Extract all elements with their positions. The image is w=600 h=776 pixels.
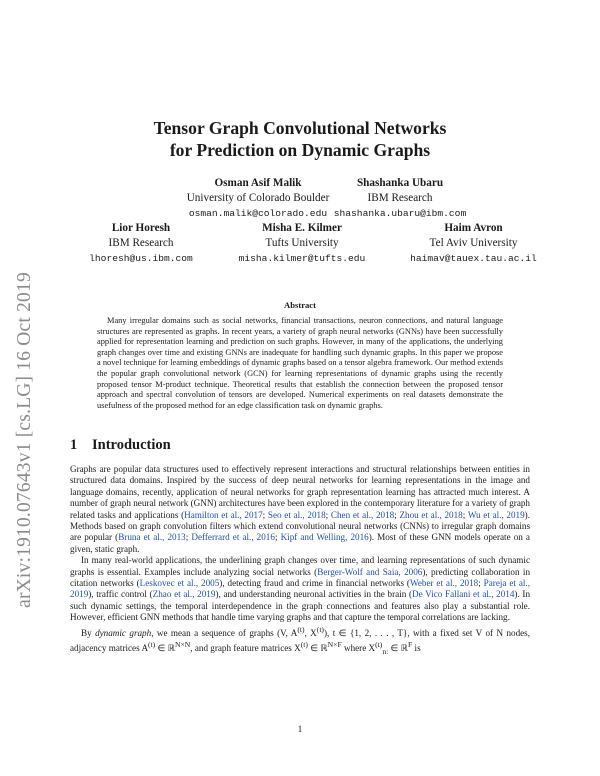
- text-run: ), detecting fraud and crime in financial networks (: [219, 578, 410, 589]
- text-run: ), and understanding neuronal activities in the brain (: [215, 589, 412, 600]
- author-name: Lior Horesh: [111, 222, 171, 234]
- author-block: [300, 176, 500, 221]
- author-block: [222, 221, 382, 266]
- author-affiliation: University of Colorado Boulder: [186, 192, 330, 204]
- text-run: ), t ∈ {1, 2, . . . , T}, with a fixed set V of N nodes, adjacency matrices A: [70, 627, 531, 654]
- author-block: [386, 221, 561, 266]
- citation-link[interactable]: Defferrard et al., 2016: [191, 532, 275, 543]
- citation-link[interactable]: Leskovec et al., 2005: [139, 578, 220, 589]
- citation-link[interactable]: Bruna et al., 2013: [118, 532, 186, 543]
- citation-link[interactable]: Hamilton et al., 2017: [184, 509, 263, 520]
- paper-title-line-2: for Prediction on Dynamic Graphs: [169, 140, 431, 160]
- author-email: misha.kilmer@tufts.edu: [238, 253, 366, 264]
- text-run: ;: [185, 532, 192, 543]
- text-run: Graphs are popular data structures used to effectively represent interactions and structural relationships between entities in structured data domains. Inspired by the success of deep neural networks for learning representations in the image and language domains, recently, application of neural networks for graph representation learning has attracted much interest. A number of graph neural network (GNN) architectures have been explored in the contemporary literature for a variety of graph related tasks and applications (: [70, 464, 530, 520]
- paragraph-2: [70, 555, 530, 623]
- text-run: ;: [462, 509, 468, 520]
- citation-link[interactable]: De Vico Fallani et al., 2014: [412, 589, 515, 600]
- abstract-heading: Abstract: [284, 300, 316, 310]
- author-affiliation: IBM Research: [108, 237, 174, 249]
- author-name: Misha E. Kilmer: [262, 222, 342, 234]
- text-run: is: [412, 643, 421, 654]
- paper-title: [0, 117, 600, 161]
- text-run: ∈ ℝ: [388, 643, 409, 654]
- author-affiliation: Tel Aviv University: [429, 237, 518, 249]
- citation-link[interactable]: Pareja et al., 2019: [70, 578, 530, 600]
- paper-title-line-1: Tensor Graph Convolutional Networks: [153, 118, 447, 138]
- author-block: [66, 221, 216, 266]
- math-superscript: (t): [375, 640, 383, 650]
- math-subscript: n:: [382, 647, 389, 657]
- text-run: , we mean a sequence of graphs (V, A: [151, 627, 298, 638]
- citation-link[interactable]: Chen et al., 2018: [330, 509, 395, 520]
- text-run: ∈ ℝ: [307, 643, 328, 654]
- math-superscript: N×F: [327, 640, 342, 650]
- author-name: Osman Asif Malik: [214, 177, 302, 189]
- arxiv-identifier-text: arXiv:1910.07643v1 [cs.LG] 16 Oct 2019: [14, 272, 35, 608]
- introduction-body: [70, 464, 530, 657]
- section-heading: [70, 437, 171, 454]
- author-name: Shashanka Ubaru: [356, 177, 444, 189]
- text-run: , X: [304, 627, 317, 638]
- text-run: ∈ ℝ: [155, 643, 175, 654]
- section-number: 1: [70, 437, 78, 453]
- author-email: haimav@tauex.tau.ac.il: [410, 253, 537, 264]
- math-superscript: (t): [316, 624, 324, 634]
- text-run: , and graph feature matrices X: [190, 643, 301, 654]
- math-superscript: F: [408, 640, 413, 650]
- text-run: By: [81, 627, 96, 638]
- author-email: lhoresh@us.ibm.com: [89, 253, 193, 264]
- author-email: shashanka.ubaru@ibm.com: [333, 208, 467, 219]
- abstract-text: Many irregular domains such as social networks, financial transactions, neuron connections, and natural language structures are represented as graphs. In recent years, a variety of graph neural networks (GNNs) have been successfully applied for representation learning and prediction on such graphs. However, in many of the applications, the underlying graph changes over time and existing GNNs are inadequate for handling such dynamic graphs. In this paper we propose a novel technique for learning embeddings of dynamic graphs based on a tensor algebra framework. Our method extends the popular graph convolutional network (GCN) for learning representations of dynamic graphs using the recently proposed tensor M-product technique. Theoretical results that establish the connection between the proposed tensor approach and spectral convolution of tensors are developed. Numerical experiments on real datasets demonstrate the usefulness of the proposed method for an edge classification task on dynamic graphs.: [97, 316, 503, 410]
- section-title: Introduction: [92, 437, 171, 453]
- emphasis: dynamic graph: [95, 627, 152, 638]
- math-superscript: (t): [148, 640, 156, 650]
- text-run: In many real-world applications, the underlining graph changes over time, and learning representations of such dynamic graphs is essential. Examples include analyzing social networks (: [70, 555, 530, 577]
- citation-link[interactable]: Zhou et al., 2018: [399, 509, 463, 520]
- paragraph-3: [70, 624, 530, 658]
- arxiv-identifier-stamp: [8, 205, 42, 675]
- citation-link[interactable]: Berger-Wolf and Saia, 2006: [317, 566, 423, 577]
- text-run: ). Methods based on graph convolution filters which extend convolutional neural networks (CNNs) to irregular graph domains are popular (: [70, 509, 530, 543]
- text-run: ), predicting collaboration in citation networks (: [70, 566, 531, 589]
- citation-link[interactable]: Weber et al., 2018: [409, 578, 479, 589]
- text-run: ;: [274, 532, 281, 543]
- citation-link[interactable]: Zhao et al., 2019: [152, 589, 216, 600]
- text-run: ;: [325, 509, 331, 520]
- citation-link[interactable]: Seo et al., 2018: [267, 509, 326, 520]
- text-run: ). Most of these GNN models operate on a given, static graph.: [70, 532, 530, 554]
- text-run: ;: [394, 509, 400, 520]
- author-name: Haim Avron: [444, 222, 503, 234]
- math-superscript: N×N: [174, 640, 191, 650]
- author-affiliation: IBM Research: [367, 192, 433, 204]
- author-email: osman.malik@colorado.edu: [188, 208, 328, 219]
- page-number: 1: [297, 725, 303, 735]
- text-run: where X: [341, 643, 376, 654]
- citation-link[interactable]: Wu et al., 2019: [467, 509, 525, 520]
- paragraph-1: [70, 464, 530, 555]
- math-superscript: (t): [300, 640, 308, 650]
- text-run: ), traffic control (: [88, 589, 153, 600]
- text-run: ;: [262, 509, 268, 520]
- author-affiliation: Tufts University: [265, 237, 339, 249]
- text-run: ). In such dynamic settings, the temporal interdependence in the graph connections and features also play a substantial role. However, efficient GNN methods that handle time varying graphs and that capture the temporal correlations are lacking.: [70, 589, 531, 623]
- citation-link[interactable]: Kipf and Welling, 2016: [280, 532, 369, 543]
- text-run: ;: [478, 578, 484, 589]
- math-superscript: (t): [297, 624, 305, 634]
